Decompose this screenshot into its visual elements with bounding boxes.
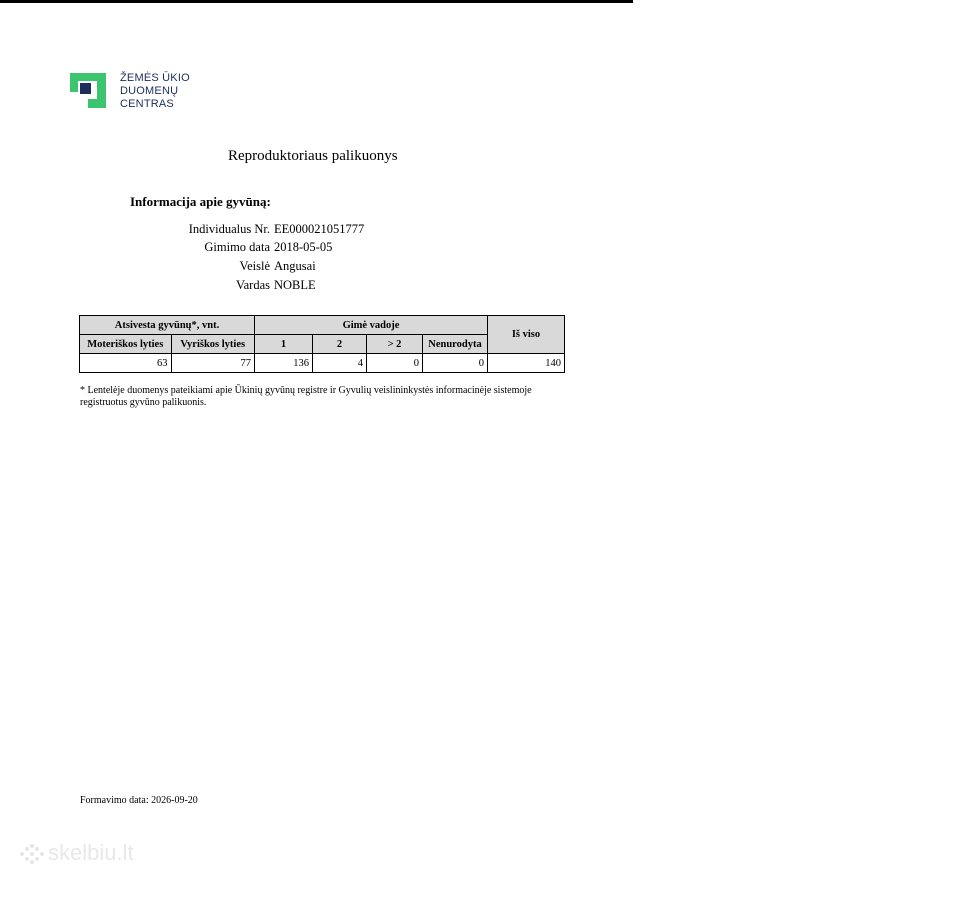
info-label: Individualus Nr.	[188, 222, 270, 236]
info-value: EE000021051777	[274, 222, 365, 236]
info-label: Gimimo data	[204, 240, 270, 254]
info-label: Veislė	[239, 259, 270, 273]
info-value: NOBLE	[274, 278, 316, 292]
watermark	[18, 840, 134, 866]
formation-date	[80, 795, 198, 806]
table-header-group-offspring: Atsivesta gyvūnų*, vnt.	[80, 316, 255, 335]
watermark-logo-icon	[18, 843, 44, 865]
logo-mark-icon	[70, 73, 112, 111]
logo-text-line3: CENTRAS	[120, 98, 174, 110]
table-cell: 0	[423, 354, 488, 373]
logo-text-line2: DUOMENŲ	[120, 85, 179, 97]
table-cell: 4	[313, 354, 367, 373]
info-value: Angusai	[274, 259, 316, 273]
top-border-line	[0, 0, 633, 3]
info-value: 2018-05-05	[274, 240, 333, 254]
table-cell: 0	[367, 354, 423, 373]
document-title: Reproduktoriaus palikuonys	[228, 148, 398, 164]
table-cell: 63	[80, 354, 172, 373]
table-subheader: Vyriškos lyties	[171, 335, 254, 354]
table-header-total: Iš viso	[488, 316, 565, 354]
table-subheader: Nenurodyta	[423, 335, 488, 354]
table-cell: 77	[171, 354, 254, 373]
table-cell: 140	[488, 354, 565, 373]
table-subheader: 2	[313, 335, 367, 354]
table-subheader: Moteriškos lyties	[80, 335, 172, 354]
table-subheader: 1	[255, 335, 313, 354]
offspring-table	[79, 315, 565, 373]
table-subheader: > 2	[367, 335, 423, 354]
info-heading: Informacija apie gyvūną:	[130, 194, 271, 209]
zuvdc-logo	[70, 73, 230, 113]
logo-text-line1: ŽEMĖS ŪKIO	[120, 72, 190, 84]
table-header-group-litter: Gimė vadoje	[255, 316, 488, 335]
table-footnote: * Lentelėje duomenys pateikiami apie Ūkinių gyvūnų registre ir Gyvulių veislininkystės informacinėje sistemoje registruotus gyvūno palikuonis.	[80, 385, 532, 408]
formation-date-label: Formavimo data:	[80, 795, 149, 806]
watermark-text: skelbiu.lt	[48, 840, 134, 865]
table-cell: 136	[255, 354, 313, 373]
table-row	[80, 354, 565, 373]
formation-date-value: 2026-09-20	[151, 795, 198, 806]
info-label: Vardas	[235, 278, 270, 292]
